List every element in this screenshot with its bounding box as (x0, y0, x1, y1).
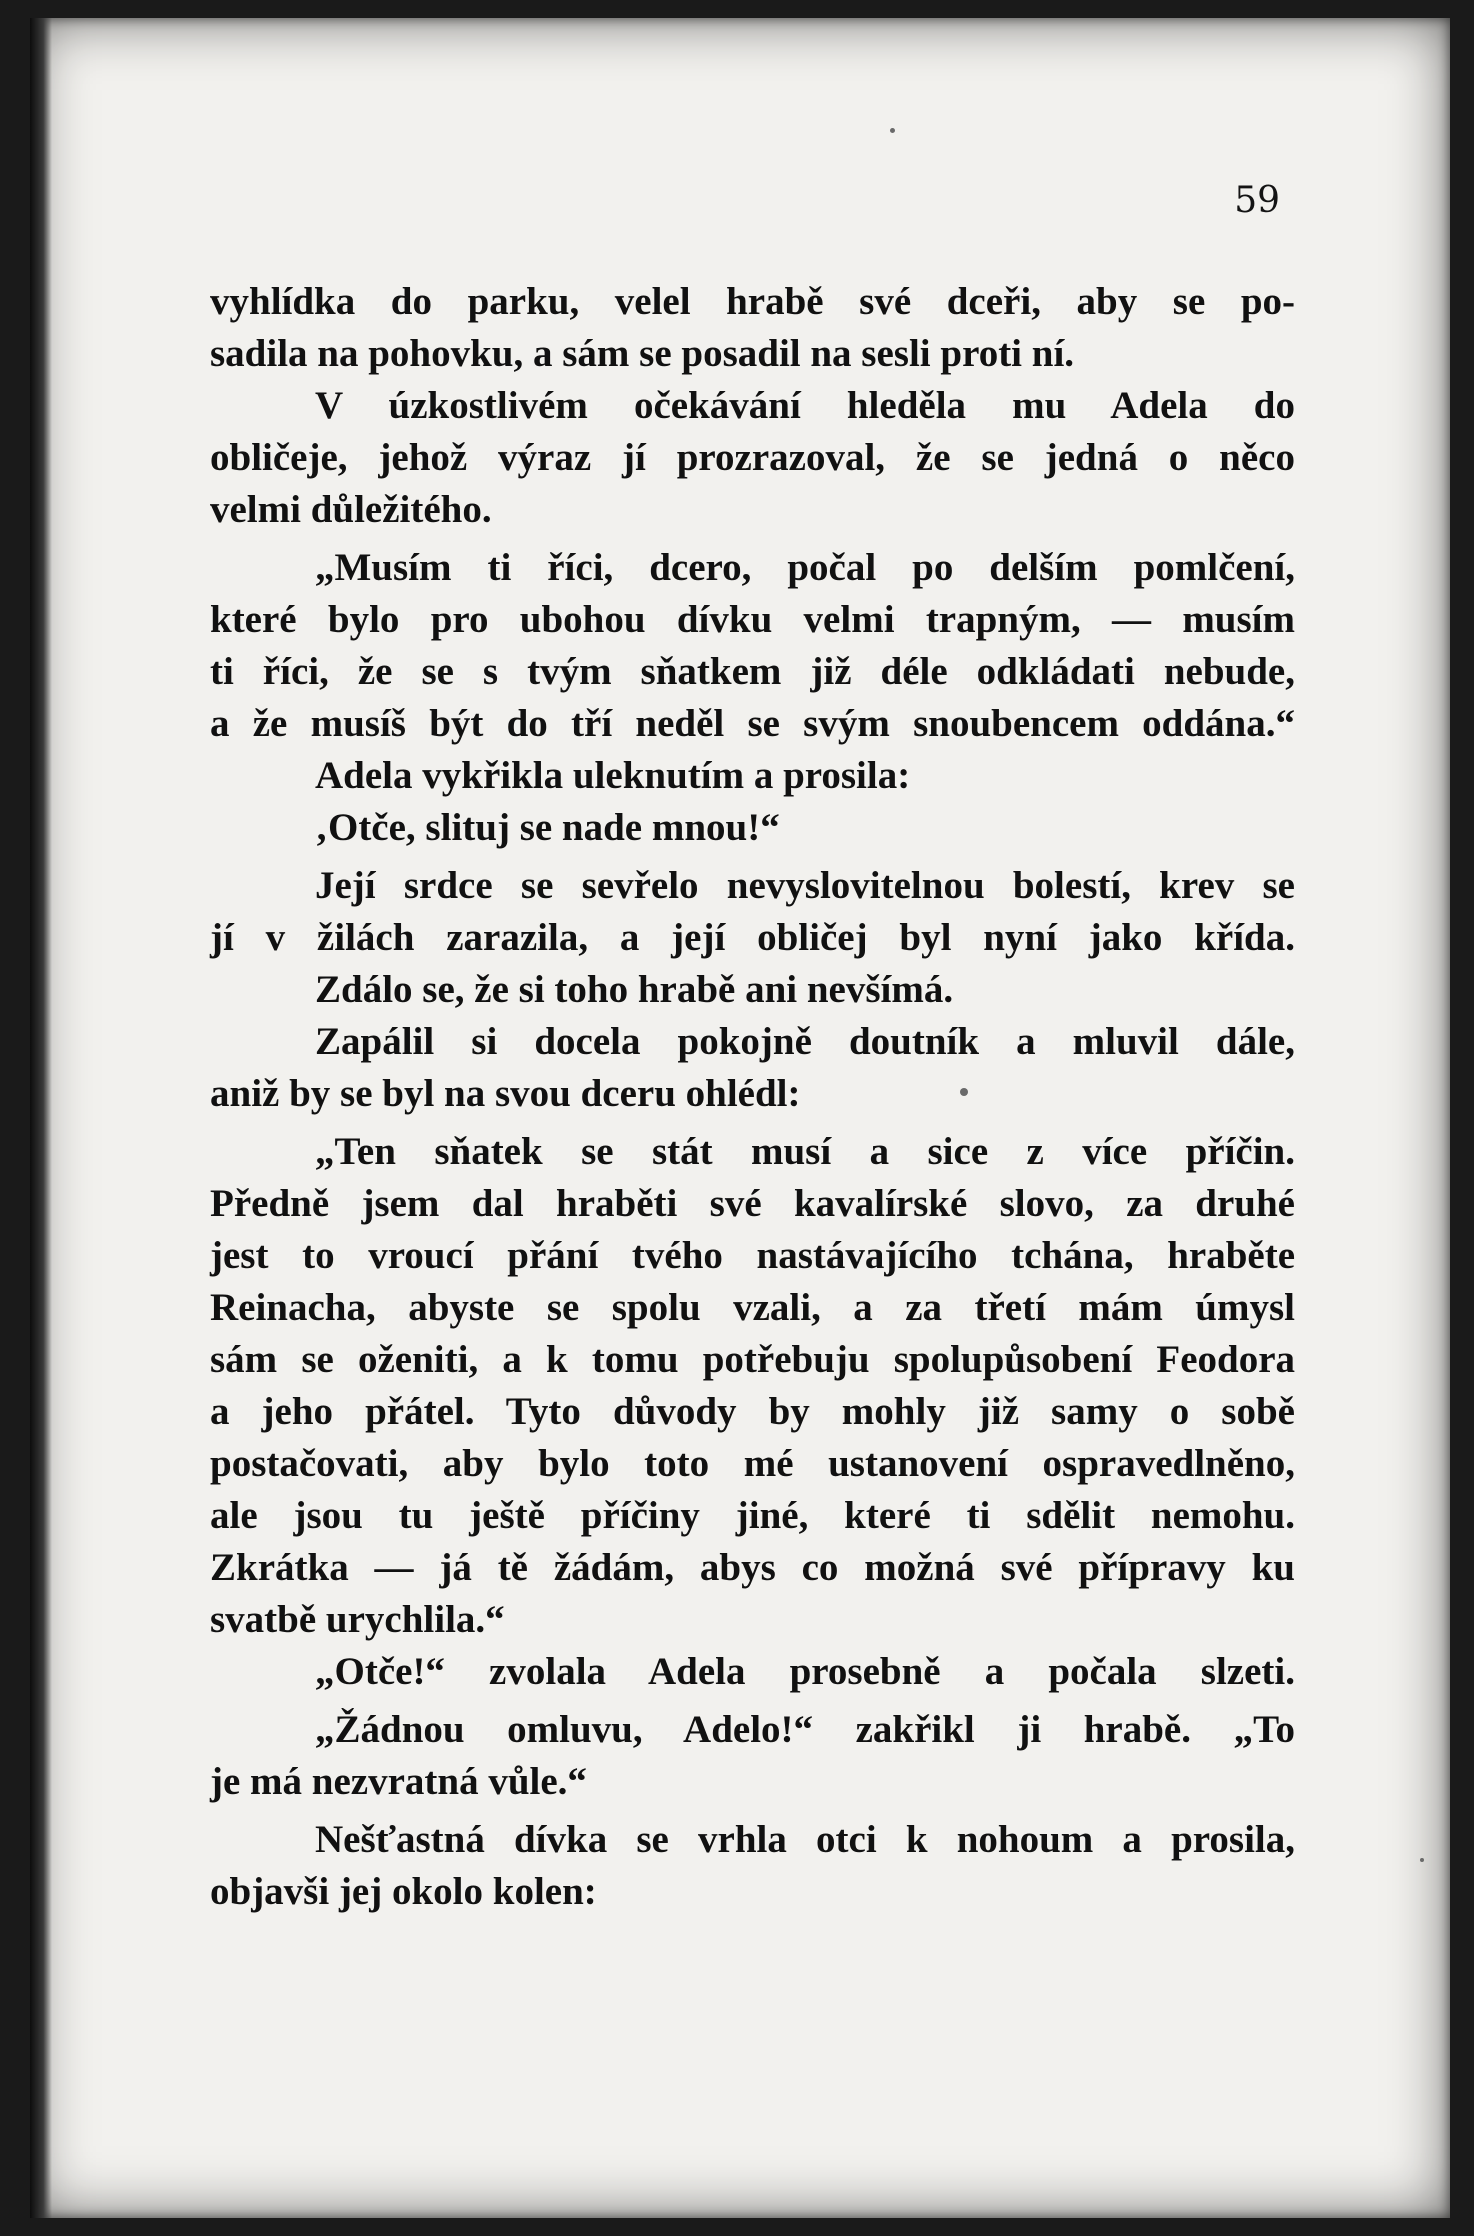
page-spine-shadow (30, 18, 52, 2218)
text-line: ale jsou tu ještě příčiny jiné, které ti sdělit nemohu. (210, 1494, 1295, 1537)
text-line: ‚Otče, slituj se nade mnou!“ (315, 806, 780, 849)
text-line: Její srdce se sevřelo nevyslovitelnou bolestí, krev se (315, 864, 1295, 907)
print-speck (890, 128, 895, 133)
text-line: sám se oženiti, a k tomu potřebuju spolupůsobení Feodora (210, 1338, 1295, 1381)
text-line: a že musíš být do tří neděl se svým snoubencem oddána.“ (210, 702, 1295, 745)
text-line: objavši jej okolo kolen: (210, 1870, 597, 1913)
book-page (30, 18, 1450, 2218)
text-line: Reinacha, abyste se spolu vzali, a za třetí mám úmysl (210, 1286, 1295, 1329)
text-line: aniž by se byl na svou dceru ohlédl: (210, 1072, 801, 1115)
text-line: Předně jsem dal hraběti své kavalírské slovo, za druhé (210, 1182, 1295, 1225)
print-speck (1420, 1858, 1424, 1862)
text-line: Zdálo se, že si toho hrabě ani nevšímá. (315, 968, 954, 1011)
text-line: „Musím ti říci, dcero, počal po delším pomlčení, (315, 546, 1295, 589)
text-line: a jeho přátel. Tyto důvody by mohly již samy o sobě (210, 1390, 1295, 1433)
text-line: je má nezvratná vůle.“ (210, 1760, 587, 1803)
text-line: jí v žilách zarazila, a její obličej byl nyní jako křída. (210, 916, 1295, 959)
text-line: sadila na pohovku, a sám se posadil na sesli proti ní. (210, 332, 1075, 375)
text-line: vyhlídka do parku, velel hrabě své dceři, aby se po- (210, 280, 1295, 323)
text-line: velmi důležitého. (210, 488, 492, 531)
text-line: Zkrátka — já tě žádám, abys co možná své přípravy ku (210, 1546, 1295, 1589)
text-line: Adela vykřikla uleknutím a prosila: (315, 754, 911, 797)
text-line: „Žádnou omluvu, Adelo!“ zakřikl ji hrabě. „To (315, 1708, 1295, 1751)
body-text (210, 276, 1295, 1918)
text-line: jest to vroucí přání tvého nastávajícího tchána, hraběte (210, 1234, 1295, 1277)
print-speck (960, 1088, 968, 1096)
text-line: které bylo pro ubohou dívku velmi trapným, — musím (210, 598, 1295, 641)
page-number: 59 (1234, 180, 1280, 221)
text-line: postačovati, aby bylo toto mé ustanovení ospravedlněno, (210, 1442, 1295, 1485)
text-line: V úzkostlivém očekávání hleděla mu Adela do (315, 384, 1295, 427)
text-line: „Otče!“ zvolala Adela prosebně a počala slzeti. (315, 1650, 1295, 1693)
text-line: svatbě urychlila.“ (210, 1598, 505, 1641)
text-line: ti říci, že se s tvým sňatkem již déle odkládati nebude, (210, 650, 1295, 693)
text-line: Nešťastná dívka se vrhla otci k nohoum a prosila, (315, 1818, 1295, 1861)
text-line: obličeje, jehož výraz jí prozrazoval, že se jedná o něco (210, 436, 1295, 479)
text-line: „Ten sňatek se stát musí a sice z více příčin. (315, 1130, 1295, 1173)
text-line: Zapálil si docela pokojně doutník a mluvil dále, (315, 1020, 1295, 1063)
